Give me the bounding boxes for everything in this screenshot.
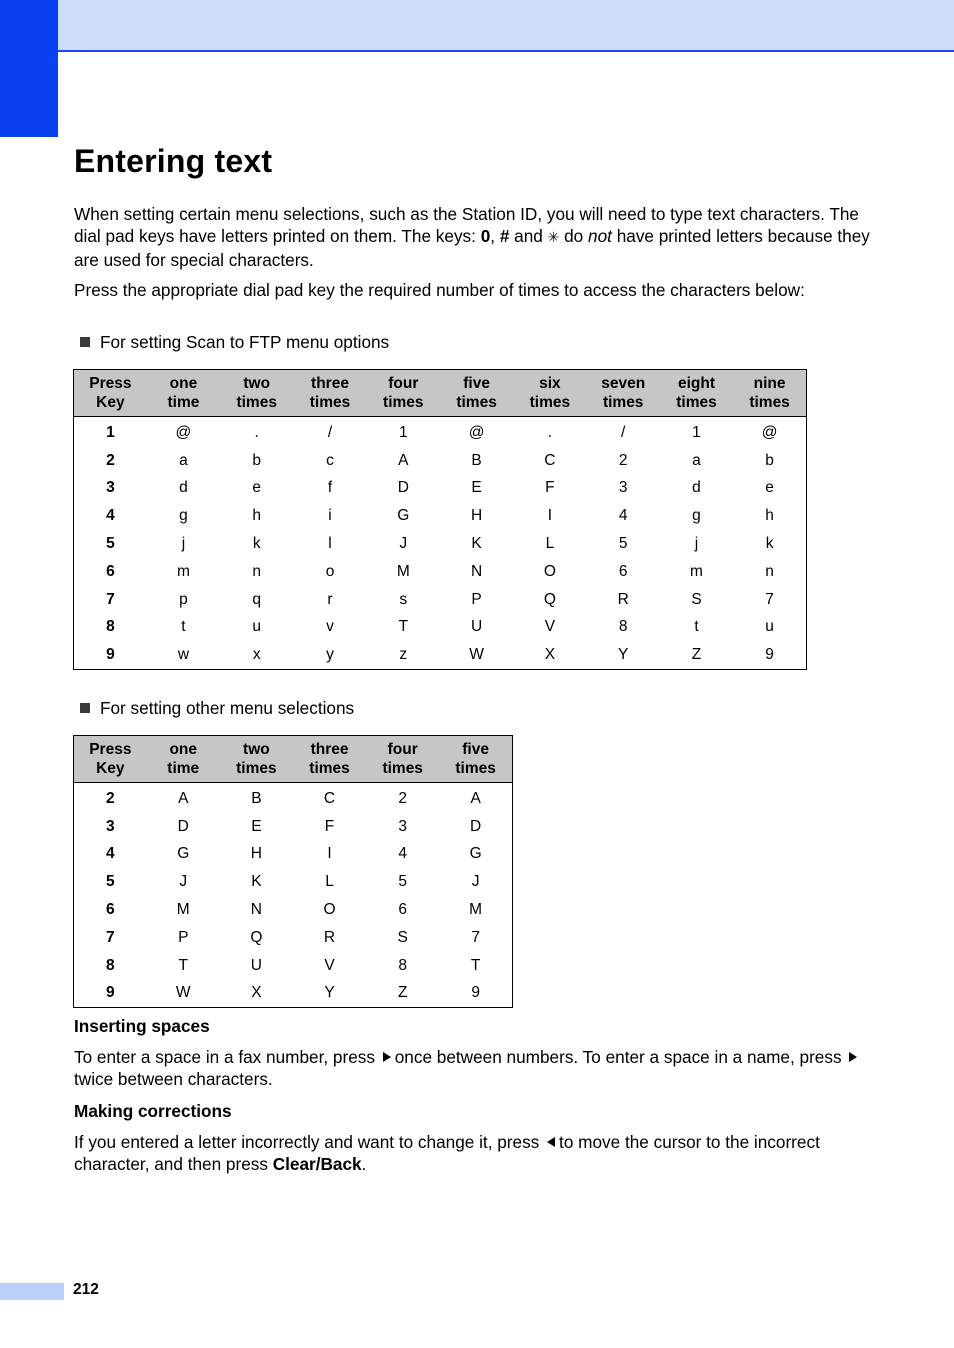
character-cell: T <box>398 618 409 636</box>
intro-paragraph <box>74 203 874 271</box>
character-cell: n <box>252 562 262 580</box>
character-cell: z <box>399 646 408 664</box>
column-header-line: times <box>529 394 571 411</box>
column-header-line: nine <box>753 375 786 392</box>
character-cell: e <box>252 479 262 497</box>
corrections-end: . <box>361 1154 367 1174</box>
table-row <box>74 641 807 669</box>
column-header <box>366 736 439 783</box>
character-cell: E <box>251 817 262 835</box>
character-cell: P <box>178 928 189 946</box>
character-cell: U <box>250 956 262 974</box>
character-cell: d <box>179 479 188 497</box>
press-key-cell: 8 <box>106 618 115 636</box>
character-cell: Q <box>250 928 263 946</box>
character-cell: t <box>181 618 186 636</box>
column-header <box>367 370 440 417</box>
character-cell: 4 <box>618 507 628 525</box>
table-row <box>74 530 807 558</box>
press-key-cell: 9 <box>106 984 115 1002</box>
character-cell: j <box>694 535 699 553</box>
column-header <box>733 370 806 417</box>
header-band <box>0 0 954 52</box>
character-cell: 7 <box>471 928 480 946</box>
character-cell: H <box>471 507 483 525</box>
character-cell: Z <box>691 646 702 664</box>
character-cell: g <box>179 507 188 525</box>
character-cell: r <box>327 590 333 608</box>
column-header-line: times <box>382 760 423 777</box>
table-row <box>74 813 513 841</box>
character-cell: L <box>325 873 334 891</box>
character-cell: K <box>471 535 482 553</box>
table-row <box>74 783 513 813</box>
column-header-line: time <box>167 394 200 411</box>
character-cell: y <box>326 646 334 664</box>
column-header <box>439 736 512 783</box>
character-cell: i <box>328 507 332 525</box>
character-cell: Z <box>397 984 408 1002</box>
bullet-ftp-text: For setting Scan to FTP menu options <box>100 332 390 352</box>
intro-separator: , <box>490 226 500 246</box>
column-header <box>74 370 147 417</box>
column-header <box>440 370 513 417</box>
character-cell: L <box>545 535 555 553</box>
character-cell: B <box>471 451 482 469</box>
character-cell: H <box>250 845 262 863</box>
table-row <box>74 896 513 924</box>
column-header-line: three <box>310 741 349 758</box>
character-cell: 2 <box>618 451 628 469</box>
character-cell: h <box>765 507 774 525</box>
character-cell: k <box>765 535 774 553</box>
character-cell: 1 <box>692 423 701 441</box>
character-cell: Y <box>324 984 335 1002</box>
inserting-spaces-paragraph <box>74 1046 874 1090</box>
character-cell: 8 <box>398 956 407 974</box>
character-cell: D <box>177 817 189 835</box>
column-header-line: four <box>388 375 419 392</box>
character-cell: X <box>251 984 262 1002</box>
character-cell: J <box>179 873 188 891</box>
left-arrow-icon <box>547 1137 555 1147</box>
character-cell: 6 <box>618 562 628 580</box>
key-zero: 0 <box>480 226 491 246</box>
character-cell: h <box>252 507 262 525</box>
press-key-cell: 4 <box>106 845 115 863</box>
column-header-line: five <box>463 375 490 392</box>
column-header-line: times <box>236 760 277 777</box>
press-key-cell: 5 <box>106 873 115 891</box>
press-key-cell: 5 <box>106 535 115 553</box>
character-cell: e <box>765 479 774 497</box>
table-row <box>74 952 513 980</box>
character-cell: 2 <box>398 789 407 807</box>
table-row <box>74 447 807 475</box>
column-header-line: times <box>309 394 351 411</box>
page-title: Entering text <box>74 143 273 179</box>
spaces-text-a: To enter a space in a fax number, press <box>74 1047 380 1067</box>
column-header-line: four <box>387 741 418 758</box>
character-cell: / <box>621 423 626 441</box>
character-cell: D <box>397 479 409 497</box>
character-cell: T <box>178 956 188 974</box>
character-cell: x <box>252 646 261 664</box>
intro-do: do <box>559 226 589 246</box>
column-header <box>147 736 220 783</box>
character-cell: 8 <box>618 618 628 636</box>
character-cell: 1 <box>398 423 408 441</box>
column-header <box>74 736 147 783</box>
column-header-line: times <box>676 394 717 411</box>
column-header-line: two <box>243 741 270 758</box>
character-cell: t <box>694 618 699 636</box>
character-cell: a <box>692 451 701 469</box>
character-cell: T <box>470 956 481 974</box>
press-key-cell: 1 <box>106 423 115 441</box>
character-cell: U <box>471 618 483 636</box>
press-key-cell: 3 <box>106 479 115 497</box>
column-header-line: Press <box>89 375 132 392</box>
column-header <box>293 370 366 417</box>
press-key-cell: 6 <box>106 901 115 919</box>
character-cell: K <box>251 873 262 891</box>
column-header <box>220 736 293 783</box>
right-arrow-icon <box>849 1052 857 1062</box>
making-corrections-heading: Making corrections <box>74 1101 232 1121</box>
spaces-text-c: twice between characters. <box>74 1069 273 1089</box>
character-cell: S <box>691 590 702 608</box>
bullet-square-icon <box>80 337 90 347</box>
character-cell: l <box>328 535 332 553</box>
press-key-cell: 2 <box>106 451 115 469</box>
clear-back-key: Clear/Back <box>272 1154 362 1174</box>
column-header <box>293 736 366 783</box>
column-header-line: Key <box>96 760 125 777</box>
table-row <box>74 868 513 896</box>
footer-bar <box>0 1283 64 1300</box>
character-cell: E <box>471 479 482 497</box>
table-row <box>74 417 807 447</box>
right-arrow-icon <box>383 1052 391 1062</box>
character-cell: q <box>252 590 262 608</box>
character-cell: G <box>469 845 482 863</box>
press-key-cell: 7 <box>106 590 115 608</box>
character-cell: d <box>692 479 701 497</box>
character-cell: W <box>469 646 484 664</box>
column-header-line: two <box>243 375 271 392</box>
press-key-cell: 2 <box>106 789 115 807</box>
character-cell: V <box>324 956 335 974</box>
character-cell: M <box>469 901 483 919</box>
press-key-cell: 7 <box>106 928 115 946</box>
character-cell: . <box>254 423 259 441</box>
character-cell: A <box>178 789 189 807</box>
bullet-other <box>80 697 354 719</box>
character-cell: B <box>251 789 262 807</box>
character-cell: Q <box>543 590 556 608</box>
character-cell: u <box>252 618 262 636</box>
intro-and: and <box>509 226 548 246</box>
character-cell: a <box>179 451 188 469</box>
column-header <box>513 370 586 417</box>
character-cell: m <box>690 562 703 580</box>
character-cell: R <box>617 590 629 608</box>
column-header-line: times <box>383 394 424 411</box>
column-header-line: five <box>462 741 489 758</box>
table-row <box>74 924 513 952</box>
inserting-spaces-heading: Inserting spaces <box>74 1016 210 1036</box>
character-cell: o <box>325 562 335 580</box>
key-hash: # <box>499 226 510 246</box>
character-cell: Y <box>618 646 629 664</box>
column-header-line: times <box>602 394 644 411</box>
character-cell: N <box>250 901 262 919</box>
character-cell: M <box>396 562 410 580</box>
character-cell: n <box>765 562 774 580</box>
character-cell: 4 <box>398 845 407 863</box>
character-cell: 9 <box>471 984 480 1002</box>
character-cell: b <box>252 451 262 469</box>
character-cell: 6 <box>398 901 407 919</box>
press-key-cell: 6 <box>106 562 115 580</box>
character-cell: 3 <box>398 817 407 835</box>
character-cell: S <box>397 928 408 946</box>
character-cell: A <box>470 789 481 807</box>
column-header <box>220 370 293 417</box>
character-cell: C <box>323 789 336 807</box>
character-cell: j <box>181 535 186 553</box>
character-cell: G <box>397 507 410 525</box>
column-header-line: six <box>539 375 561 392</box>
character-cell: 5 <box>398 873 407 891</box>
table-row <box>74 614 807 642</box>
column-header-line: times <box>236 394 277 411</box>
character-cell: k <box>252 535 261 553</box>
bullet-other-text: For setting other menu selections <box>100 698 355 718</box>
bullet-square-icon <box>80 703 90 713</box>
character-cell: f <box>327 479 333 497</box>
character-cell: u <box>765 618 774 636</box>
key-star: ✳ <box>547 230 560 246</box>
table-row <box>74 980 513 1008</box>
other-character-table <box>73 735 513 1008</box>
column-header-line: Key <box>96 394 125 411</box>
character-cell: c <box>326 451 334 469</box>
character-cell: W <box>175 984 191 1002</box>
character-cell: O <box>543 562 556 580</box>
instruction-paragraph: Press the appropriate dial pad key the required number of times to access the characters below: <box>74 280 805 300</box>
page-number: 212 <box>73 1281 99 1298</box>
character-cell: I <box>547 507 553 525</box>
character-cell: 9 <box>765 646 774 664</box>
column-header-line: times <box>455 760 496 777</box>
press-key-cell: 4 <box>106 507 115 525</box>
intro-not: not <box>588 226 612 246</box>
table-row <box>74 502 807 530</box>
column-header-line: seven <box>601 375 646 392</box>
character-cell: p <box>179 590 188 608</box>
character-cell: w <box>177 646 190 664</box>
column-header-line: one <box>169 375 198 392</box>
character-cell: A <box>398 451 409 469</box>
character-cell: g <box>692 507 701 525</box>
intro-text-end: have printed letters because they are used for special characters. <box>74 226 870 270</box>
table-row <box>74 841 513 869</box>
character-cell: O <box>323 901 336 919</box>
chapter-tab <box>0 0 58 137</box>
character-cell: J <box>471 873 480 891</box>
ftp-character-table <box>73 369 807 670</box>
press-key-cell: 3 <box>106 817 115 835</box>
character-cell: F <box>545 479 555 497</box>
character-cell: . <box>547 423 553 441</box>
intro-text: When setting certain menu selections, such as the Station ID, you will need to type text characters. The dial pad keys have letters printed on them. The keys: <box>74 204 859 246</box>
character-cell: @ <box>175 423 192 441</box>
column-header-line: times <box>456 394 497 411</box>
press-key-cell: 9 <box>106 646 115 664</box>
table-row <box>74 475 807 503</box>
column-header-line: one <box>169 741 198 758</box>
column-header-line: times <box>309 760 350 777</box>
corrections-text-a: If you entered a letter incorrectly and want to change it, press <box>74 1132 545 1152</box>
table-row <box>74 558 807 586</box>
character-cell: v <box>326 618 334 636</box>
character-cell: 5 <box>618 535 628 553</box>
column-header-line: Press <box>89 741 132 758</box>
character-cell: s <box>399 590 408 608</box>
column-header <box>147 370 220 417</box>
character-cell: X <box>544 646 556 664</box>
character-cell: m <box>176 562 190 580</box>
column-header-line: times <box>749 394 790 411</box>
character-cell: b <box>765 451 774 469</box>
character-cell: D <box>470 817 482 835</box>
bullet-ftp <box>80 331 389 353</box>
column-header <box>660 370 733 417</box>
character-cell: R <box>323 928 336 946</box>
character-cell: I <box>327 845 332 863</box>
character-cell: 3 <box>618 479 628 497</box>
spaces-text-b: once between numbers. To enter a space in a name, press <box>394 1047 847 1067</box>
character-cell: @ <box>468 423 485 441</box>
character-cell: / <box>327 423 333 441</box>
making-corrections-paragraph <box>74 1131 874 1175</box>
corrections-text-b: to move the cursor to the incorrect character, and then press <box>74 1132 820 1174</box>
table-row <box>74 586 807 614</box>
column-header-line: three <box>311 375 349 392</box>
character-cell: N <box>471 562 483 580</box>
column-header <box>587 370 660 417</box>
character-cell: G <box>177 845 190 863</box>
character-cell: P <box>471 590 482 608</box>
character-cell: F <box>324 817 335 835</box>
character-cell: 7 <box>765 590 774 608</box>
column-header-line: eight <box>677 375 715 392</box>
column-header-line: time <box>167 760 200 777</box>
character-cell: M <box>176 901 190 919</box>
character-cell: V <box>544 618 556 636</box>
character-cell: @ <box>761 423 778 441</box>
character-cell: C <box>544 451 556 469</box>
character-cell: J <box>399 535 408 553</box>
press-key-cell: 8 <box>106 956 115 974</box>
